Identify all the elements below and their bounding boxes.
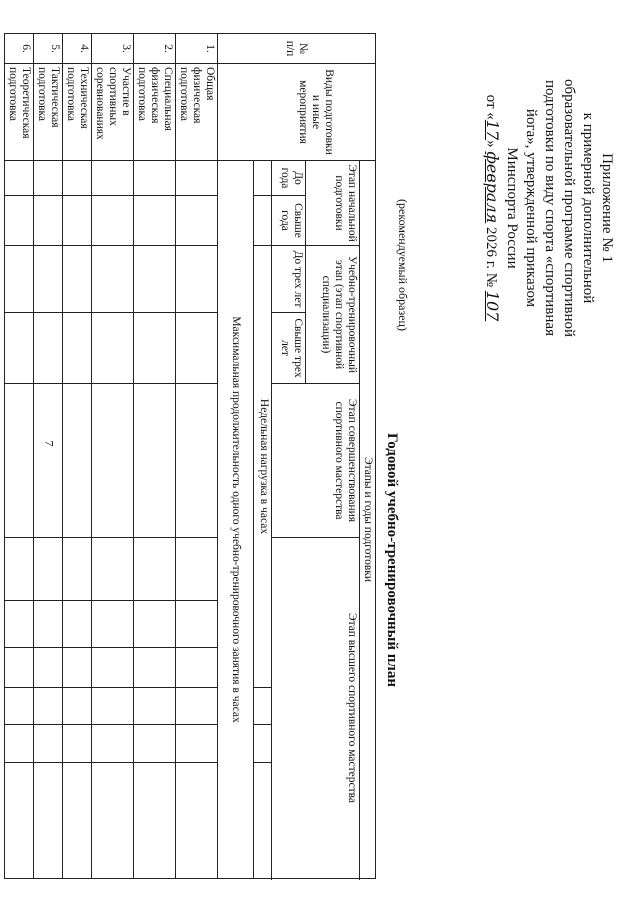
cell xyxy=(134,648,176,688)
cell xyxy=(5,196,34,246)
table-row xyxy=(92,34,134,879)
cell xyxy=(92,601,134,648)
cell xyxy=(134,196,176,246)
cell xyxy=(5,538,34,601)
cell xyxy=(92,196,134,246)
header-up-to-three-years: До трех лет xyxy=(272,246,306,313)
max-duration-label: Максимальная продолжительность одного учебно-тренировочного занятия в часах xyxy=(218,161,254,879)
cell xyxy=(134,313,176,384)
page-number: 7 xyxy=(42,440,57,447)
cell xyxy=(5,763,34,879)
appendix-line: Приложение № 1 xyxy=(599,153,615,263)
cell xyxy=(34,725,63,763)
cell xyxy=(34,763,63,879)
cell xyxy=(34,313,63,384)
appendix-line: Минспорта России xyxy=(504,147,520,269)
cell xyxy=(63,725,92,763)
cell xyxy=(254,688,272,725)
header-stage-training: Учебно-тренировочный этап (этап спортивной специализации) xyxy=(306,246,360,384)
table-row xyxy=(5,34,34,879)
cell xyxy=(134,538,176,601)
cell xyxy=(176,313,218,384)
appendix-line: к примерной дополнительной xyxy=(580,112,596,304)
row-number: 5. xyxy=(34,34,63,64)
header-stage-initial: Этап начальной подготовки xyxy=(306,161,360,246)
cell xyxy=(5,161,34,196)
cell xyxy=(254,725,272,763)
cell xyxy=(134,763,176,879)
cell xyxy=(63,246,92,313)
cell xyxy=(92,313,134,384)
appendix-line: подготовки по виду спорта «спортивная xyxy=(542,80,558,336)
date-year: 2026 г. № xyxy=(483,227,499,288)
cell xyxy=(176,763,218,879)
cell xyxy=(176,538,218,601)
cell xyxy=(134,725,176,763)
cell xyxy=(134,384,176,538)
appendix-date-line: от «17» февраля 2026 г. № 107 xyxy=(483,94,502,322)
cell xyxy=(134,601,176,648)
cell xyxy=(5,313,34,384)
row-number: 2. xyxy=(134,34,176,64)
header-up-to-year: До года xyxy=(272,161,306,196)
cell xyxy=(5,246,34,313)
header-stages: Этапы и годы подготовки xyxy=(360,161,376,879)
row-number: 6. xyxy=(5,34,34,64)
cell xyxy=(5,384,34,538)
header-over-year: Свыше года xyxy=(272,196,306,246)
cell xyxy=(34,601,63,648)
cell xyxy=(5,688,34,725)
cell xyxy=(176,725,218,763)
cell xyxy=(92,648,134,688)
cell xyxy=(5,648,34,688)
table-row xyxy=(63,34,92,879)
cell xyxy=(92,161,134,196)
row-number: 1. xyxy=(176,34,218,64)
cell xyxy=(254,763,272,879)
date-prefix: от « xyxy=(483,94,499,120)
training-plan-table xyxy=(4,33,376,879)
cell xyxy=(63,196,92,246)
cell xyxy=(34,246,63,313)
cell xyxy=(176,688,218,725)
cell xyxy=(63,384,92,538)
appendix-line: йога», утвержденной приказом xyxy=(523,108,539,308)
cell xyxy=(92,688,134,725)
row-label: Общая физическая подготовка xyxy=(176,64,218,161)
weekly-load-label: Недельная нагрузка в часах xyxy=(254,246,272,688)
cell xyxy=(176,196,218,246)
cell xyxy=(92,384,134,538)
cell xyxy=(92,538,134,601)
cell xyxy=(5,601,34,648)
cell xyxy=(176,648,218,688)
row-label: Специальная физическая подготовка xyxy=(134,64,176,161)
cell xyxy=(63,648,92,688)
header-stage-improvement: Этап совершенствования спортивного мастерства xyxy=(272,384,360,538)
header-activity-types: Виды подготовки и иные мероприятия xyxy=(218,64,376,161)
cell xyxy=(134,246,176,313)
cell xyxy=(63,161,92,196)
row-label: Техническая подготовка xyxy=(63,64,92,161)
appendix-block xyxy=(481,18,616,398)
sample-note: (рекомендуемый образец) xyxy=(396,199,410,331)
header-over-three-years: Свыше трех лет xyxy=(272,313,306,384)
date-day: 17 xyxy=(483,119,502,141)
cell xyxy=(34,648,63,688)
date-month: февраля xyxy=(483,151,502,224)
cell xyxy=(5,725,34,763)
header-number: № п/п xyxy=(218,34,376,64)
table-row xyxy=(134,34,176,879)
table-row xyxy=(176,34,218,879)
cell xyxy=(63,763,92,879)
cell xyxy=(34,161,63,196)
cell xyxy=(92,763,134,879)
cell xyxy=(34,688,63,725)
document-title: Годовой учебно-тренировочный план xyxy=(384,433,400,687)
row-number: 3. xyxy=(92,34,134,64)
header-stage-higher: Этап высшего спортивного мастерства xyxy=(272,538,360,879)
cell xyxy=(176,601,218,648)
cell xyxy=(134,161,176,196)
row-number: 4. xyxy=(63,34,92,64)
row-label: Тактическая подготовка xyxy=(34,64,63,161)
row-label: Участие в спортивных соревнованиях xyxy=(92,64,134,161)
cell xyxy=(254,161,272,196)
cell xyxy=(176,384,218,538)
cell xyxy=(34,384,63,538)
cell xyxy=(176,161,218,196)
cell xyxy=(63,688,92,725)
cell xyxy=(63,313,92,384)
cell xyxy=(63,601,92,648)
cell xyxy=(63,538,92,601)
cell xyxy=(254,196,272,246)
table-row xyxy=(34,34,63,879)
cell xyxy=(92,725,134,763)
cell xyxy=(176,246,218,313)
cell xyxy=(92,246,134,313)
cell xyxy=(34,196,63,246)
appendix-line: образовательной программе спортивной xyxy=(561,78,577,338)
order-number: 107 xyxy=(483,290,502,322)
cell xyxy=(134,688,176,725)
row-label: Теоретическая подготовка xyxy=(5,64,34,161)
cell xyxy=(34,538,63,601)
